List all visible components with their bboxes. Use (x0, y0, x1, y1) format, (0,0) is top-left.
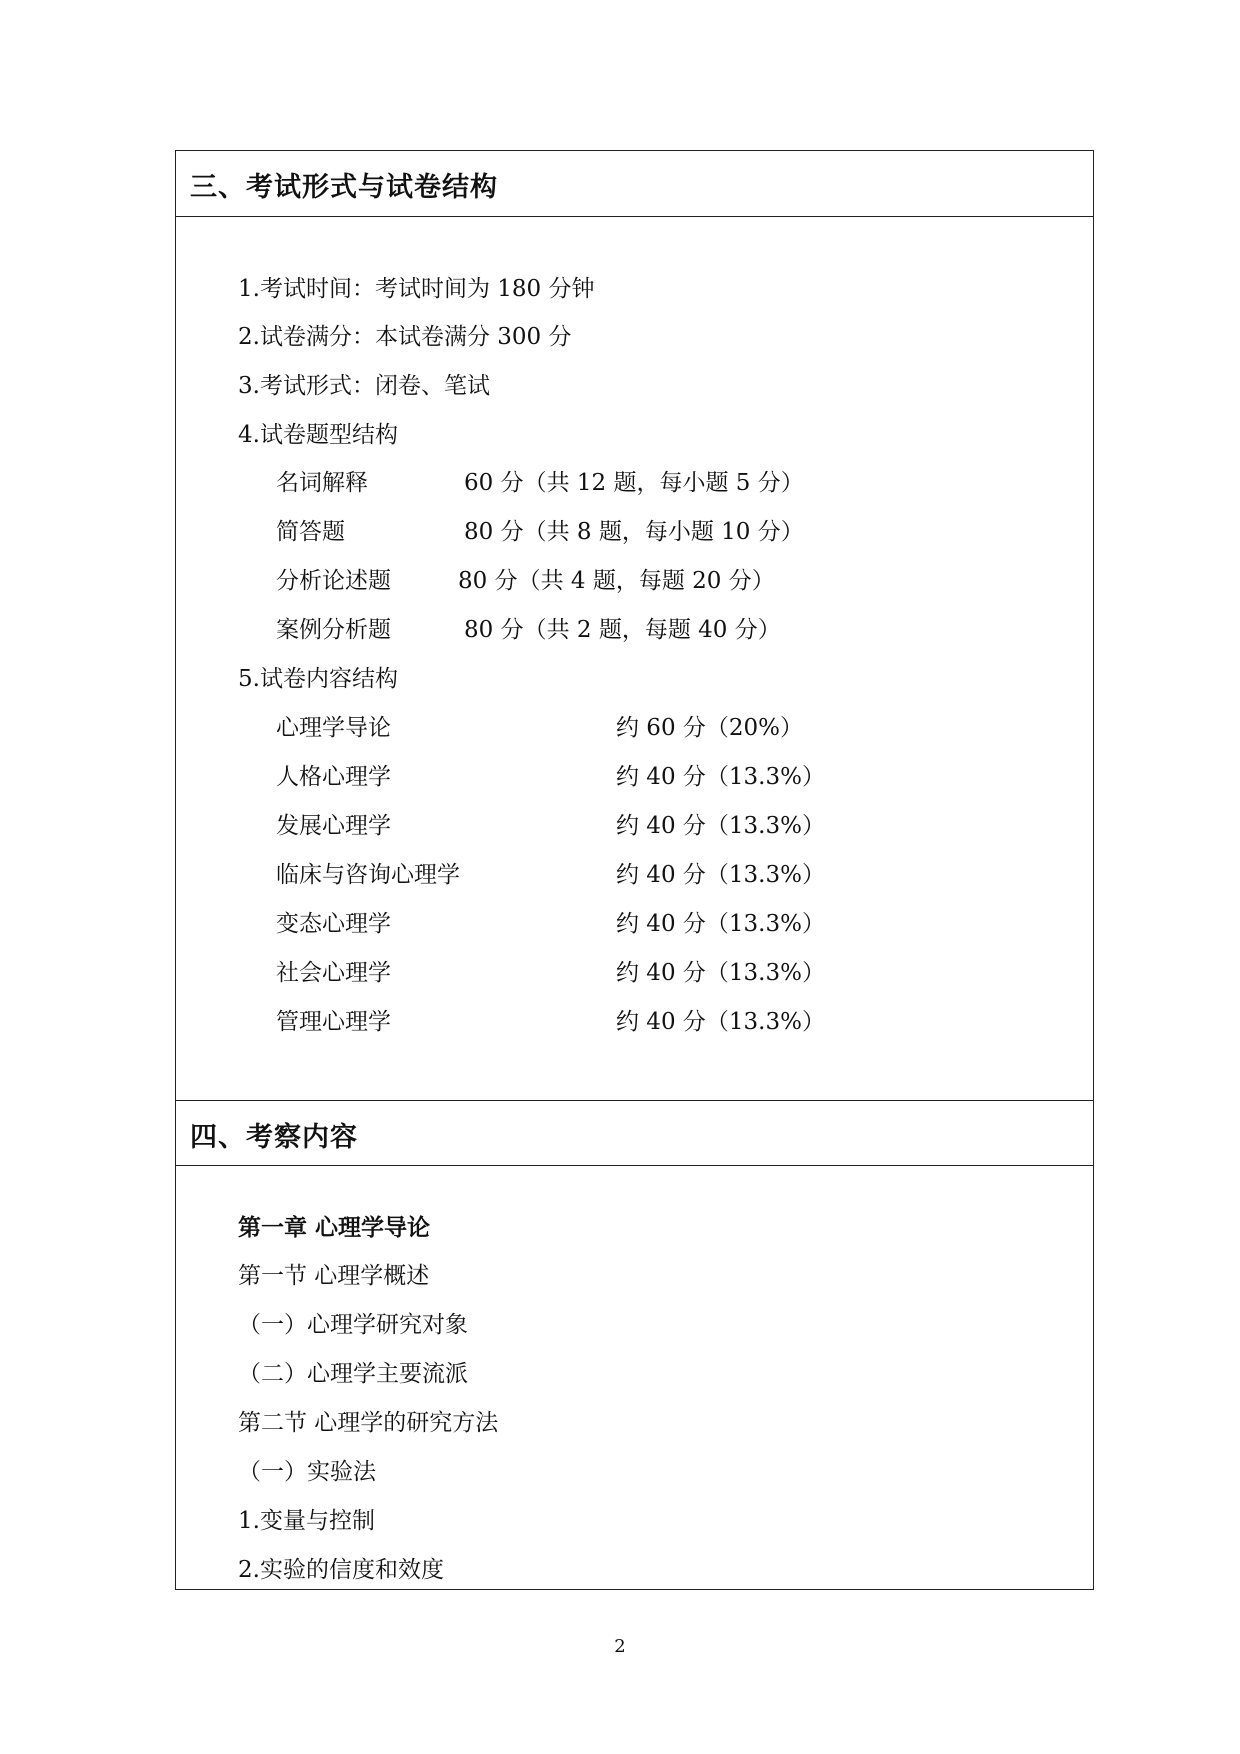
section-4-title: 四、考察内容 (190, 1122, 358, 1153)
section-3-header (176, 151, 1093, 217)
section-4-header (176, 1100, 1093, 1166)
page-number: 2 (614, 1636, 626, 1657)
content-name: 心理学导论 (276, 715, 391, 741)
content-structure-heading: 5.试卷内容结构 (238, 666, 398, 692)
content-share: 约 40 分（13.3%） (616, 911, 825, 937)
outline-line: （二）心理学主要流派 (238, 1361, 468, 1387)
exam-form: 3.考试形式：闭卷、笔试 (238, 373, 490, 399)
outline-line: 第一节 心理学概述 (238, 1263, 430, 1289)
content-share: 约 40 分（13.3%） (616, 862, 825, 888)
question-type-name: 简答题 (276, 519, 345, 545)
question-type-detail: 80 分（共 2 题，每题 40 分） (464, 617, 781, 643)
syllabus-table (175, 150, 1094, 1590)
content-name: 发展心理学 (276, 813, 391, 839)
content-share: 约 60 分（20%） (616, 715, 804, 741)
content-share: 约 40 分（13.3%） (616, 813, 825, 839)
question-type-detail: 80 分（共 8 题，每小题 10 分） (464, 519, 804, 545)
content-name: 社会心理学 (276, 960, 391, 986)
outline-line: 1.变量与控制 (238, 1508, 375, 1534)
content-share: 约 40 分（13.3%） (616, 764, 825, 790)
outline-line: 第二节 心理学的研究方法 (238, 1410, 499, 1436)
question-type-name: 案例分析题 (276, 617, 391, 643)
question-types-heading: 4.试卷题型结构 (238, 422, 398, 448)
content-name: 临床与咨询心理学 (276, 862, 460, 888)
content-name: 变态心理学 (276, 911, 391, 937)
outline-line: （一）实验法 (238, 1459, 376, 1485)
full-score: 2.试卷满分：本试卷满分 300 分 (238, 324, 572, 350)
outline-line: 2.实验的信度和效度 (238, 1557, 444, 1583)
question-type-name: 分析论述题 (276, 568, 391, 594)
chapter-title: 第一章 心理学导论 (238, 1214, 431, 1241)
content-name: 人格心理学 (276, 764, 391, 790)
question-type-detail: 60 分（共 12 题，每小题 5 分） (464, 470, 804, 496)
content-name: 管理心理学 (276, 1009, 391, 1035)
outline-line: （一）心理学研究对象 (238, 1312, 468, 1338)
exam-time: 1.考试时间：考试时间为 180 分钟 (238, 276, 595, 302)
question-type-detail: 80 分（共 4 题，每题 20 分） (458, 568, 775, 594)
content-share: 约 40 分（13.3%） (616, 1009, 825, 1035)
section-3-title: 三、考试形式与试卷结构 (190, 172, 498, 203)
question-type-name: 名词解释 (276, 470, 368, 496)
content-share: 约 40 分（13.3%） (616, 960, 825, 986)
